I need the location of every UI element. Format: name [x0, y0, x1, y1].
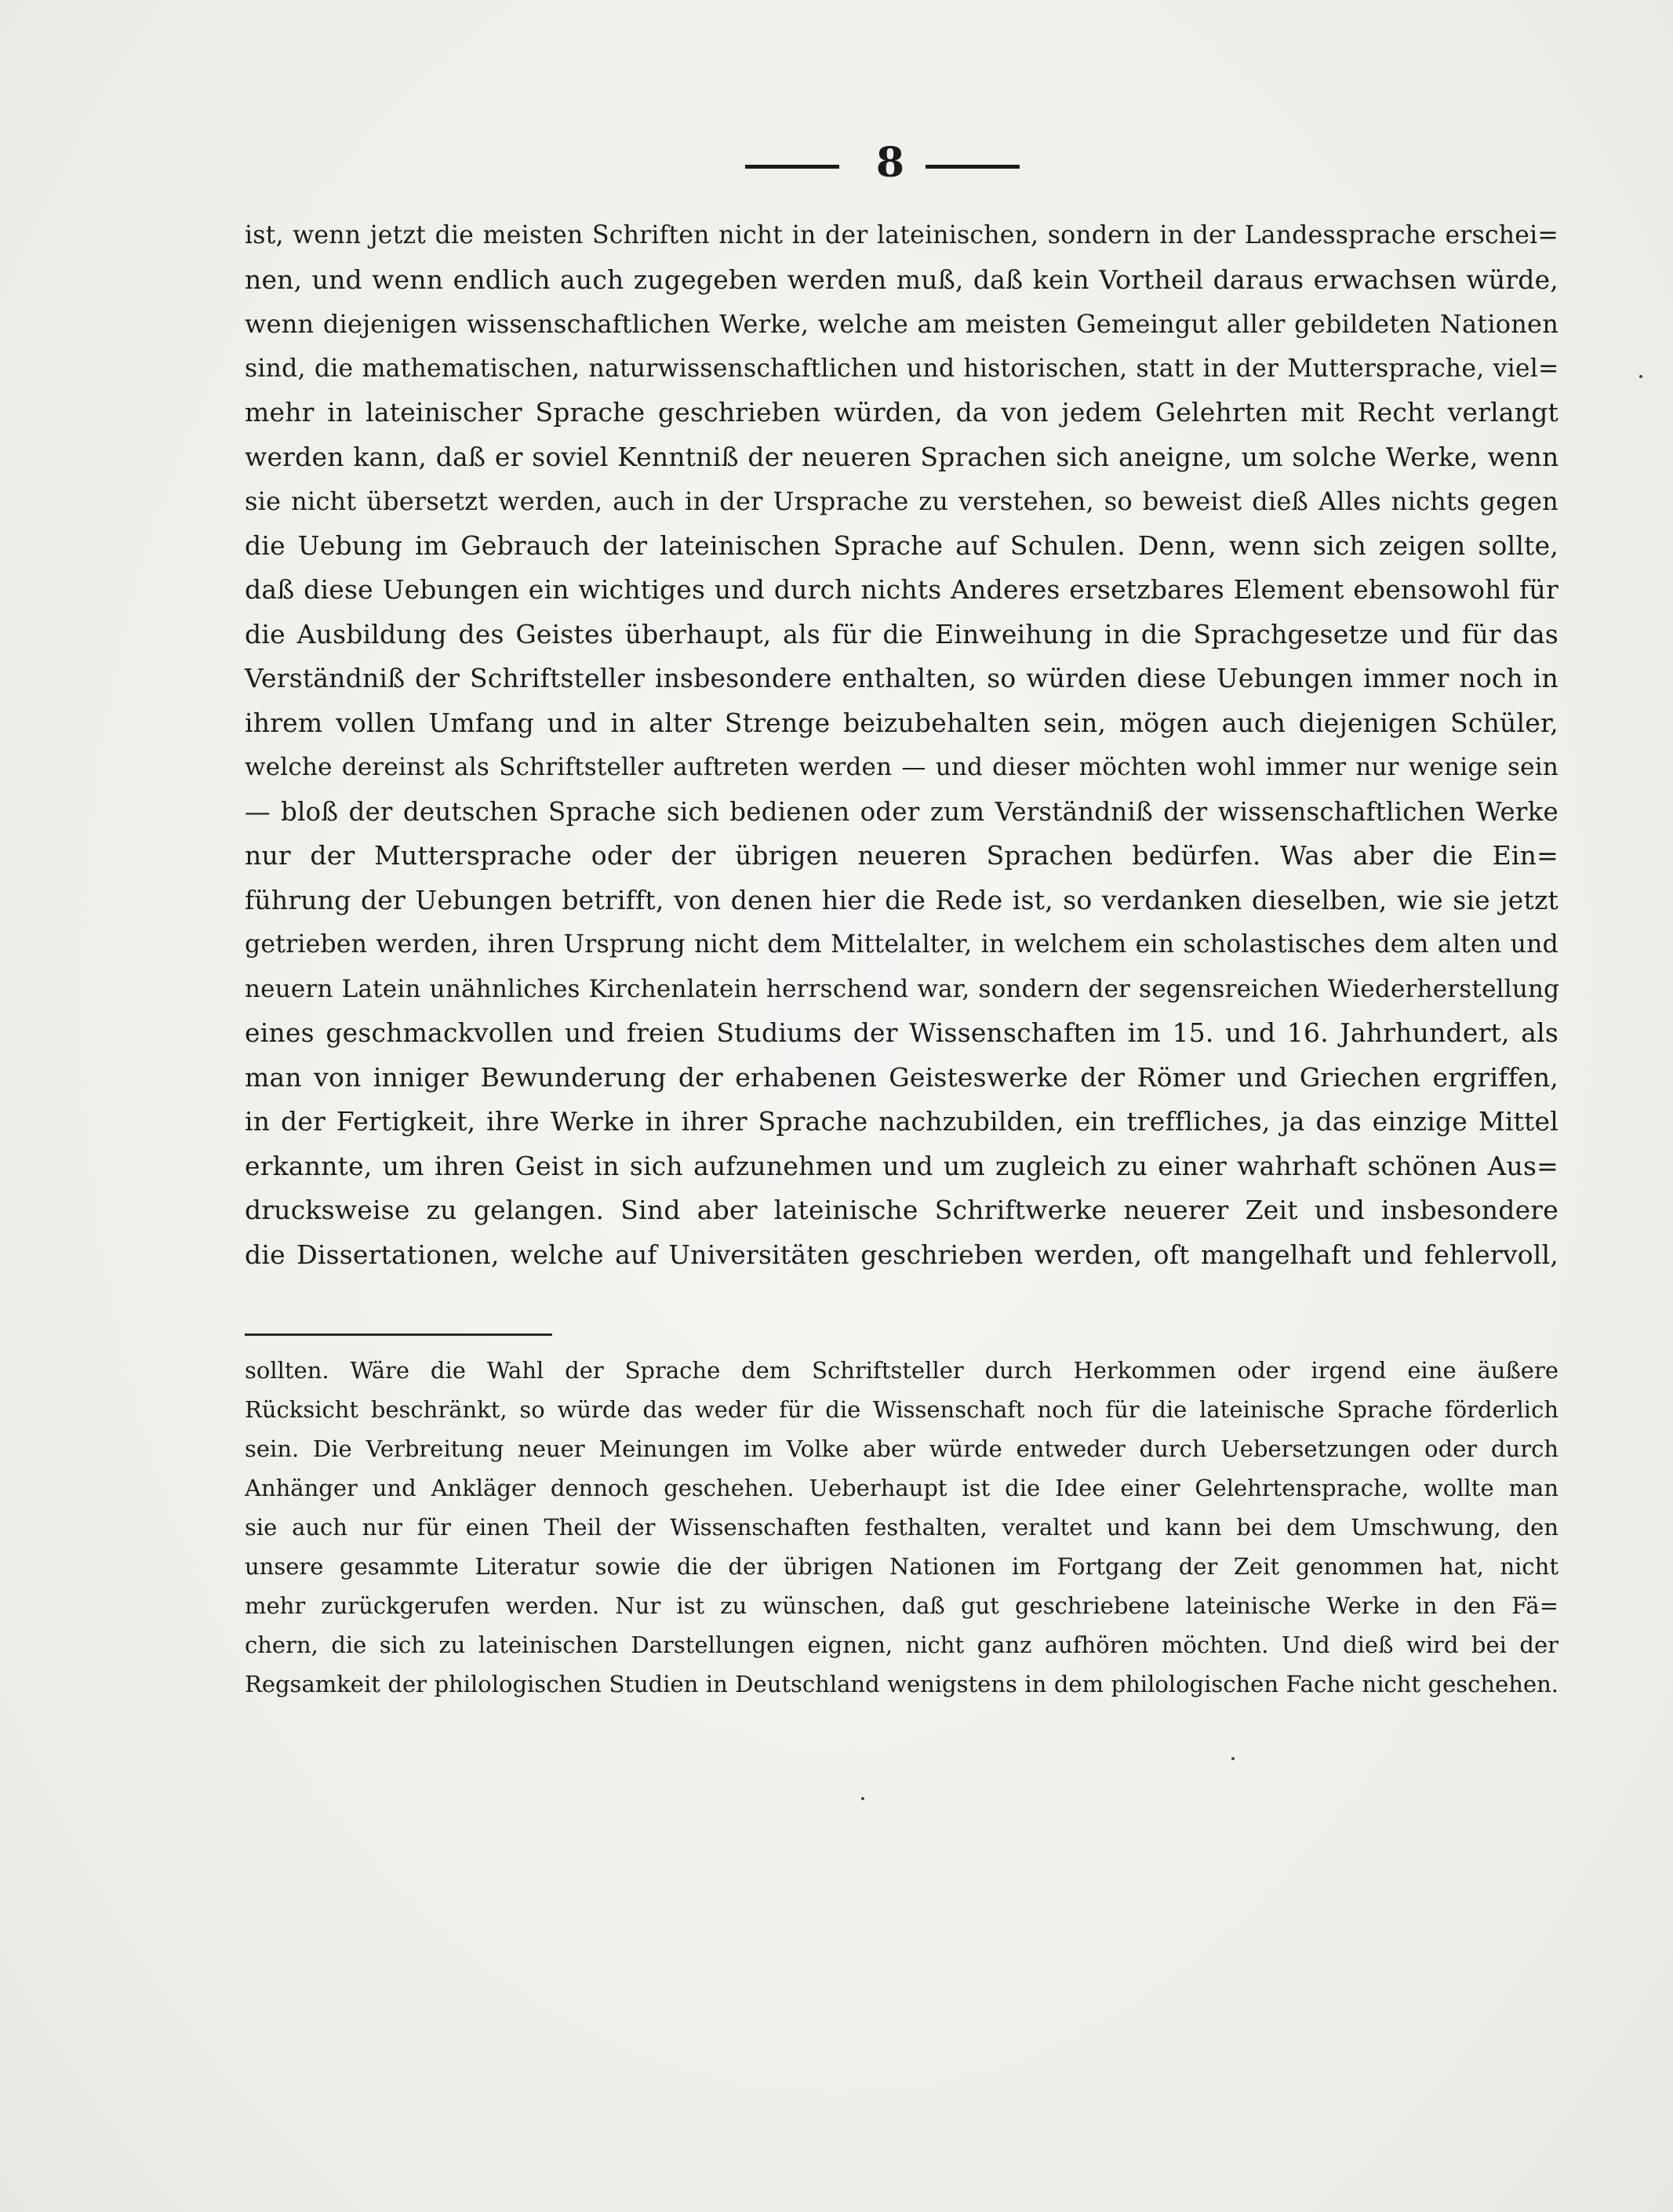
text-line: man von inniger Bewunderung der erhabenen Geisteswerke der Römer und Griechen ergriffen,	[245, 1061, 1558, 1093]
text-line: welche dereinst als Schriftsteller auftreten werden — und dieser möchten wohl immer nur wenige sein	[245, 753, 1558, 781]
text-line: die Uebung im Gebrauch der lateinischen Sprache auf Schulen. Denn, wenn sich zeigen sollte,	[245, 529, 1558, 561]
footnote-line: Anhänger und Ankläger dennoch geschehen. Ueberhaupt ist die Idee einer Gelehrtensprache, wollte man	[245, 1475, 1558, 1501]
text-line: sie nicht übersetzt werden, auch in der Ursprache zu verstehen, so beweist dieß Alles nichts gegen	[245, 486, 1558, 516]
footnote-line: Rücksicht beschränkt, so würde das weder für die Wissenschaft noch für die lateinische Sprache förderlich	[245, 1396, 1558, 1423]
paper-speck	[1639, 375, 1642, 378]
text-line: wenn diejenigen wissenschaftlichen Werke, welche am meisten Gemeingut aller gebildeten Nationen	[245, 309, 1558, 339]
footnote-line: sollten. Wäre die Wahl der Sprache dem Schriftsteller durch Herkommen oder irgend eine äußere	[245, 1357, 1558, 1384]
text-line: neuern Latein unähnliches Kirchenlatein herrschend war, sondern der segensreichen Wiederherstellung	[245, 974, 1560, 1003]
page-header	[0, 140, 1673, 187]
footnote-line: sie auch nur für einen Theil der Wissenschaften festhalten, veraltet und kann bei dem Umschwung, den	[245, 1514, 1558, 1541]
text-line: erkannte, um ihren Geist in sich aufzunehmen und um zugleich zu einer wahrhaft schönen Aus=	[245, 1150, 1558, 1181]
page-number: 8	[875, 139, 905, 187]
text-line: eines geschmackvollen und freien Studiums der Wissenschaften im 15. und 16. Jahrhundert, als	[245, 1017, 1558, 1048]
paper-speck	[1231, 1757, 1235, 1760]
text-line: nen, und wenn endlich auch zugegeben werden muß, daß kein Vortheil daraus erwachsen würde,	[245, 264, 1558, 295]
text-line: werden kann, daß er soviel Kenntniß der neueren Sprachen sich aneigne, um solche Werke, wenn	[245, 441, 1559, 472]
text-line: nur der Muttersprache oder der übrigen neueren Sprachen bedürfen. Was aber die Ein=	[245, 840, 1558, 871]
footnote-block	[245, 1351, 1558, 1704]
text-line: ihrem vollen Umfang und in alter Strenge beizubehalten sein, mögen auch diejenigen Schüler,	[245, 707, 1558, 738]
header-dash-left	[745, 165, 839, 169]
text-line: die Dissertationen, welche auf Universitäten geschrieben werden, oft mangelhaft und fehlervoll,	[245, 1239, 1558, 1270]
main-text-block	[245, 213, 1558, 1277]
text-line: getrieben werden, ihren Ursprung nicht dem Mittelalter, in welchem ein scholastisches dem alten und	[245, 930, 1558, 959]
footnote-line: unsere gesammte Literatur sowie die der übrigen Nationen im Fortgang der Zeit genommen hat, nicht	[245, 1553, 1558, 1580]
text-line: drucksweise zu gelangen. Sind aber lateinische Schriftwerke neuerer Zeit und insbesondere	[245, 1195, 1558, 1225]
footnote-line: chern, die sich zu lateinischen Darstellungen eignen, nicht ganz aufhören möchten. Und dieß wird bei der	[245, 1632, 1558, 1658]
footnote-rule	[245, 1333, 552, 1336]
text-line: ist, wenn jetzt die meisten Schriften nicht in der lateinischen, sondern in der Landessprache erschei=	[245, 221, 1558, 249]
text-line: sind, die mathematischen, naturwissenschaftlichen und historischen, statt in der Muttersprache, viel=	[245, 354, 1559, 383]
text-line: in der Fertigkeit, ihre Werke in ihrer Sprache nachzubilden, ein treffliches, ja das einzige Mittel	[245, 1106, 1558, 1137]
footnote-line: sein. Die Verbreitung neuer Meinungen im Volke aber würde entweder durch Uebersetzungen oder durch	[245, 1435, 1558, 1462]
text-line: mehr in lateinischer Sprache geschrieben würden, da von jedem Gelehrten mit Recht verlangt	[245, 397, 1558, 427]
text-line: daß diese Uebungen ein wichtiges und durch nichts Anderes ersetzbares Element ebensowohl für	[245, 574, 1558, 605]
footnote-line: mehr zurückgerufen werden. Nur ist zu wünschen, daß gut geschriebene lateinische Werke in den Fä=	[245, 1592, 1558, 1619]
text-line: — bloß der deutschen Sprache sich bedienen oder zum Verständniß der wissenschaftlichen Werke	[245, 796, 1558, 827]
footnote-line: Regsamkeit der philologischen Studien in Deutschland wenigstens in dem philologischen Fache nicht geschehen.	[245, 1671, 1558, 1697]
text-line: Verständniß der Schriftsteller insbesondere enthalten, so würden diese Uebungen immer noch in	[245, 663, 1558, 693]
text-line: die Ausbildung des Geistes überhaupt, als für die Einweihung in die Sprachgesetze und für das	[245, 618, 1558, 649]
paper-speck	[861, 1797, 864, 1800]
header-dash-right	[926, 165, 1020, 169]
text-line: führung der Uebungen betrifft, von denen hier die Rede ist, so verdanken dieselben, wie sie jetzt	[245, 884, 1558, 915]
